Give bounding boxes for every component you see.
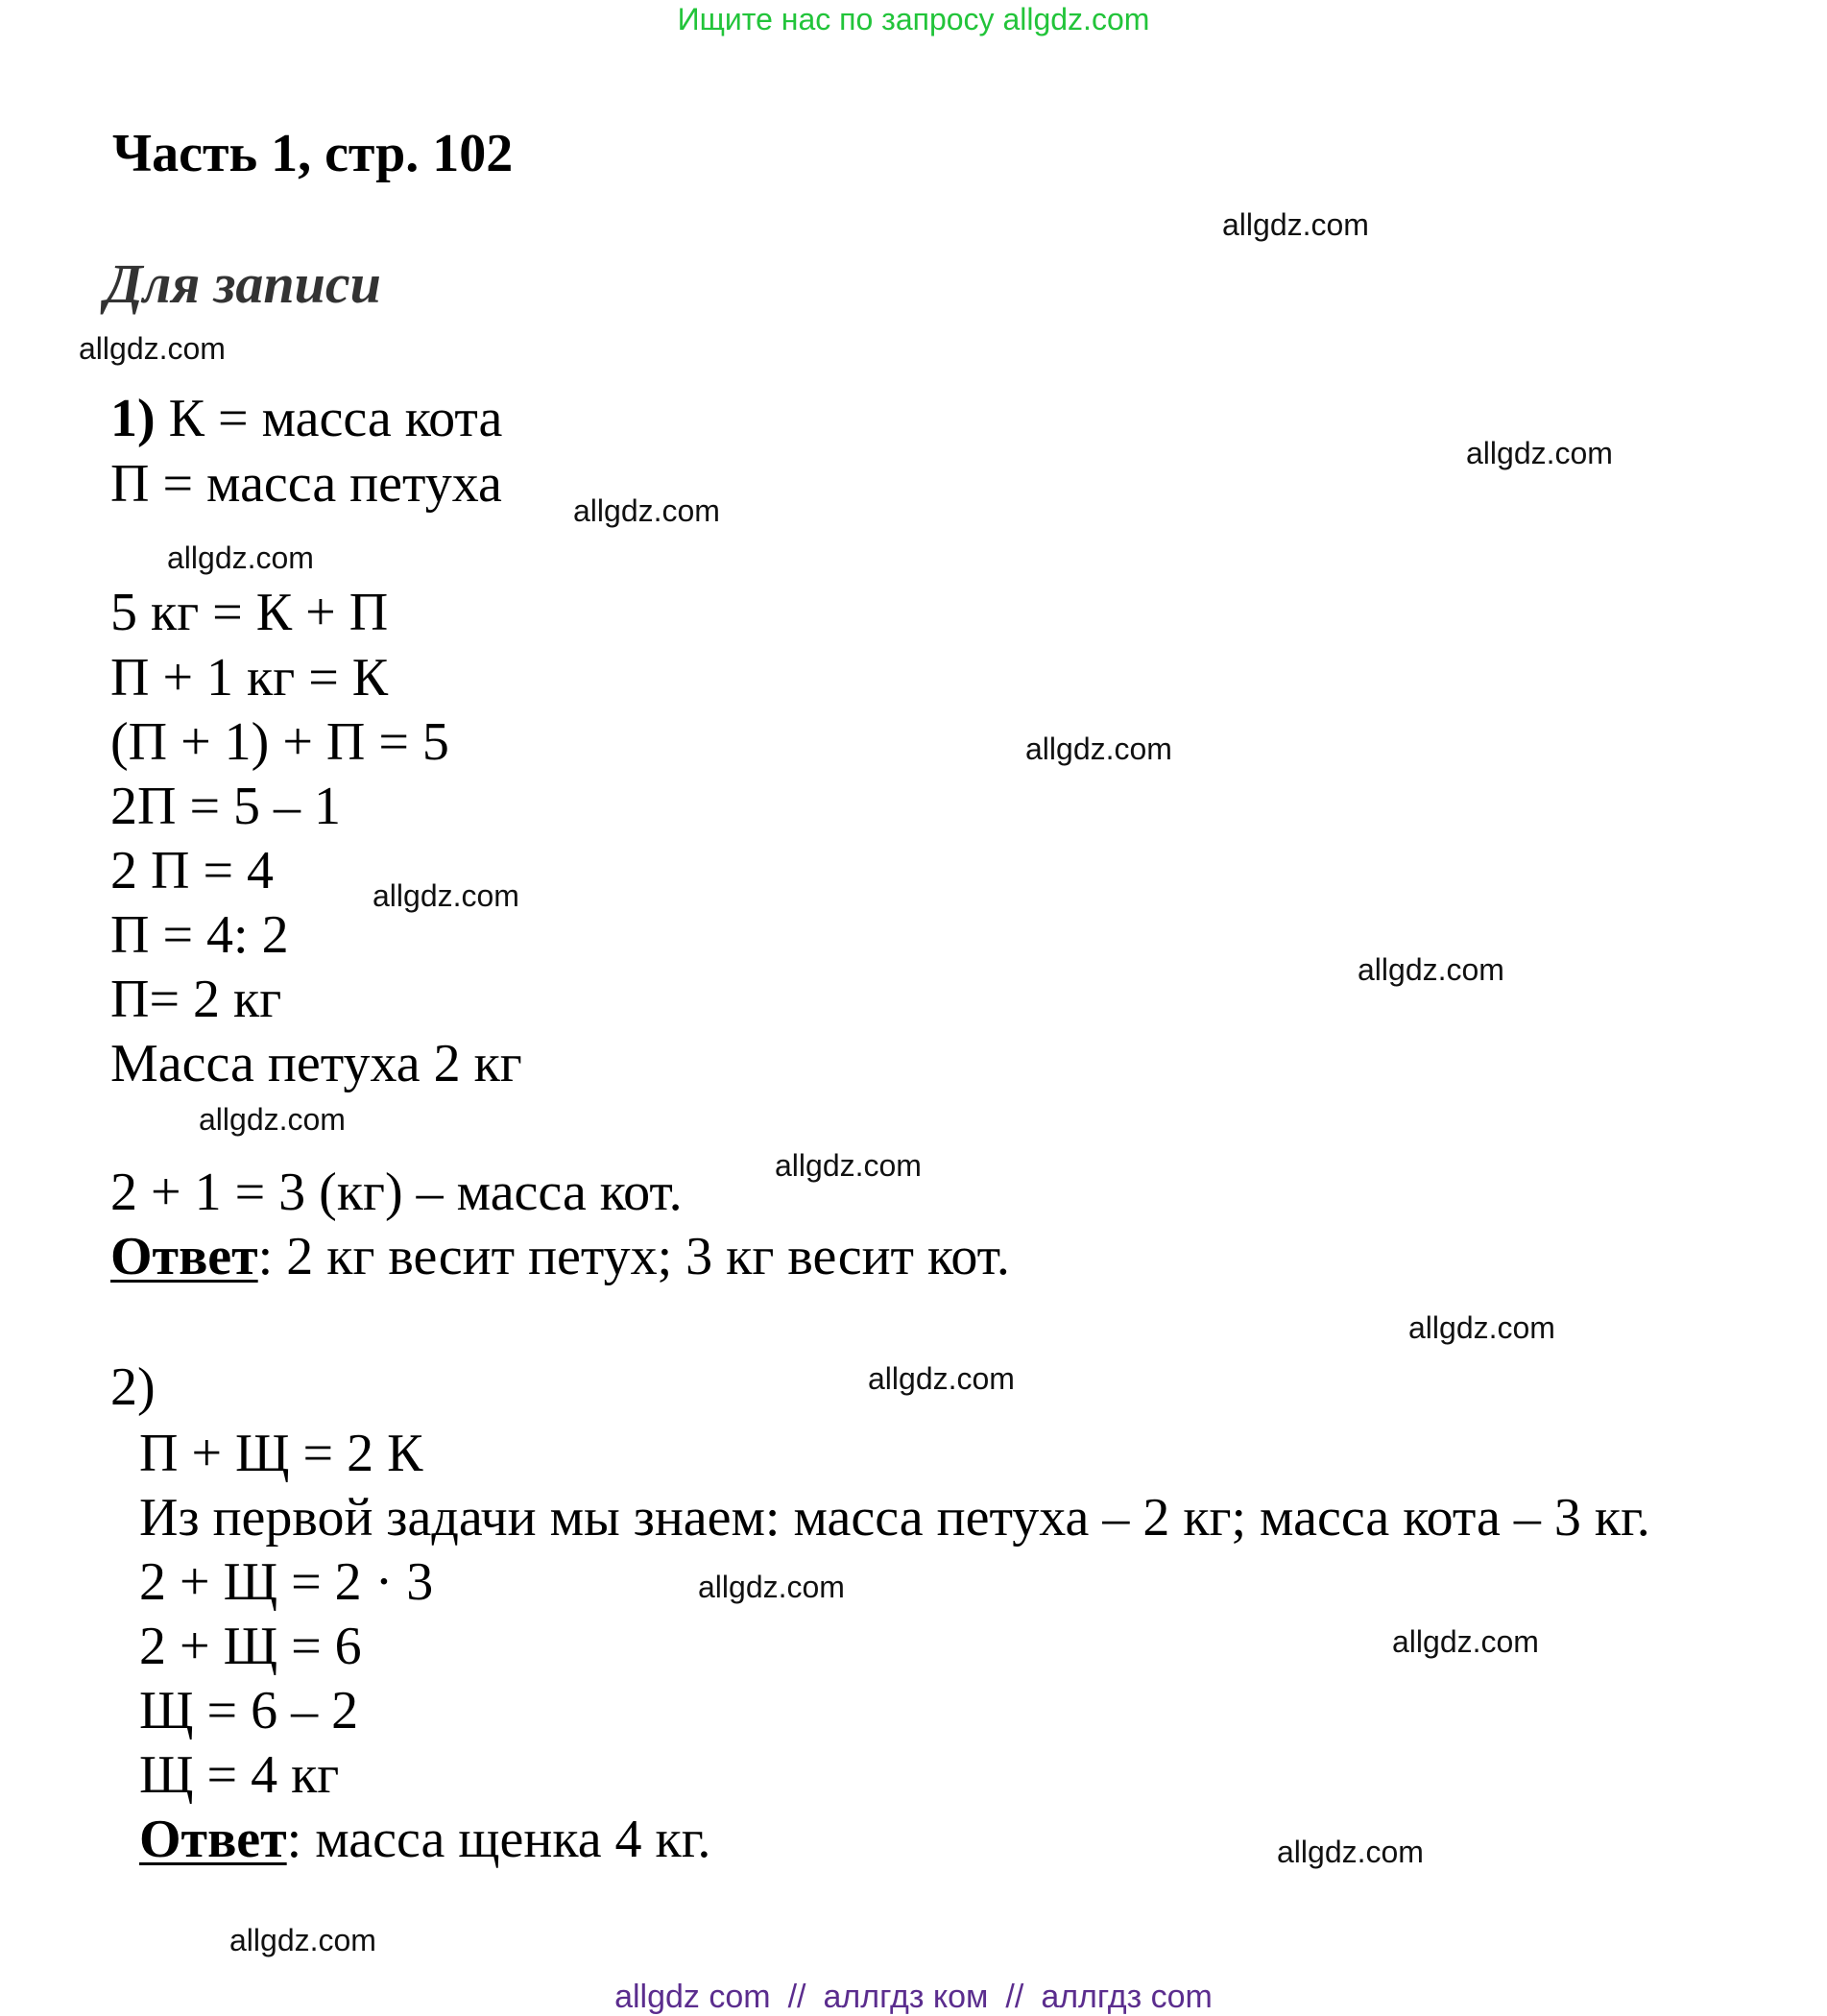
task-line: 2 П = 4 — [110, 841, 275, 900]
task-line: 2 + Щ = 6 — [139, 1617, 362, 1676]
answer-label: Ответ — [110, 1227, 258, 1286]
watermark: allgdz.com — [573, 493, 720, 528]
answer-text: : 2 кг весит петух; 3 кг весит кот. — [257, 1227, 1010, 1286]
footer-link[interactable]: allgdz com — [614, 1979, 771, 2015]
watermark: allgdz.com — [199, 1102, 346, 1137]
task-line: 2 + 1 = 3 (кг) – масса кот. — [110, 1163, 683, 1222]
task-line: 2П = 5 – 1 — [110, 777, 342, 836]
watermark: allgdz.com — [167, 540, 314, 575]
task-line: (П + 1) + П = 5 — [110, 712, 449, 772]
top-banner-link[interactable]: Ищите нас по запросу allgdz.com — [677, 2, 1150, 36]
watermark: allgdz.com — [1222, 207, 1369, 242]
answer-line — [139, 1810, 711, 1869]
watermark: allgdz.com — [1025, 732, 1172, 766]
task-line: Масса петуха 2 кг — [110, 1034, 522, 1093]
task-line: П + Щ = 2 К — [139, 1424, 423, 1483]
task-line — [110, 389, 503, 448]
task-line: Из первой задачи мы знаем: масса петуха – 2 кг; масса кота – 3 кг. — [139, 1488, 1650, 1548]
task-line: Щ = 4 кг — [139, 1745, 340, 1805]
answer-label: Ответ — [139, 1810, 287, 1869]
task-number: 1) — [110, 389, 156, 448]
footer-link[interactable]: аллгдз com — [1041, 1979, 1213, 2015]
bottom-banner — [0, 1979, 1827, 2016]
answer-line — [110, 1227, 1010, 1286]
watermark: allgdz.com — [1392, 1624, 1539, 1659]
task-line: П = масса петуха — [110, 454, 502, 514]
watermark: allgdz.com — [79, 331, 226, 366]
task-line-text: К = масса кота — [168, 389, 503, 448]
task-line: П = 4: 2 — [110, 905, 289, 965]
watermark: allgdz.com — [1358, 952, 1504, 987]
answer-text: : масса щенка 4 кг. — [286, 1810, 711, 1869]
task-line: П + 1 кг = К — [110, 648, 389, 708]
watermark: allgdz.com — [868, 1361, 1015, 1396]
task-line: П= 2 кг — [110, 970, 282, 1029]
page-title: Часть 1, стр. 102 — [112, 124, 514, 183]
task-number: 2) — [110, 1357, 156, 1417]
footer-link[interactable]: аллгдз ком — [823, 1979, 989, 2015]
footer-separator: // — [787, 1979, 806, 2015]
watermark: allgdz.com — [775, 1148, 922, 1183]
watermark: allgdz.com — [698, 1570, 845, 1604]
task-line: Щ = 6 – 2 — [139, 1681, 359, 1740]
task-line: 5 кг = К + П — [110, 583, 389, 642]
footer-separator: // — [1005, 1979, 1024, 2015]
task-line: 2 + Щ = 2 · 3 — [139, 1552, 434, 1612]
watermark: allgdz.com — [1466, 436, 1613, 470]
watermark: allgdz.com — [229, 1923, 376, 1957]
watermark: allgdz.com — [373, 878, 519, 913]
watermark: allgdz.com — [1277, 1835, 1424, 1869]
section-label: Для записи — [105, 252, 381, 315]
watermark: allgdz.com — [1408, 1310, 1555, 1345]
